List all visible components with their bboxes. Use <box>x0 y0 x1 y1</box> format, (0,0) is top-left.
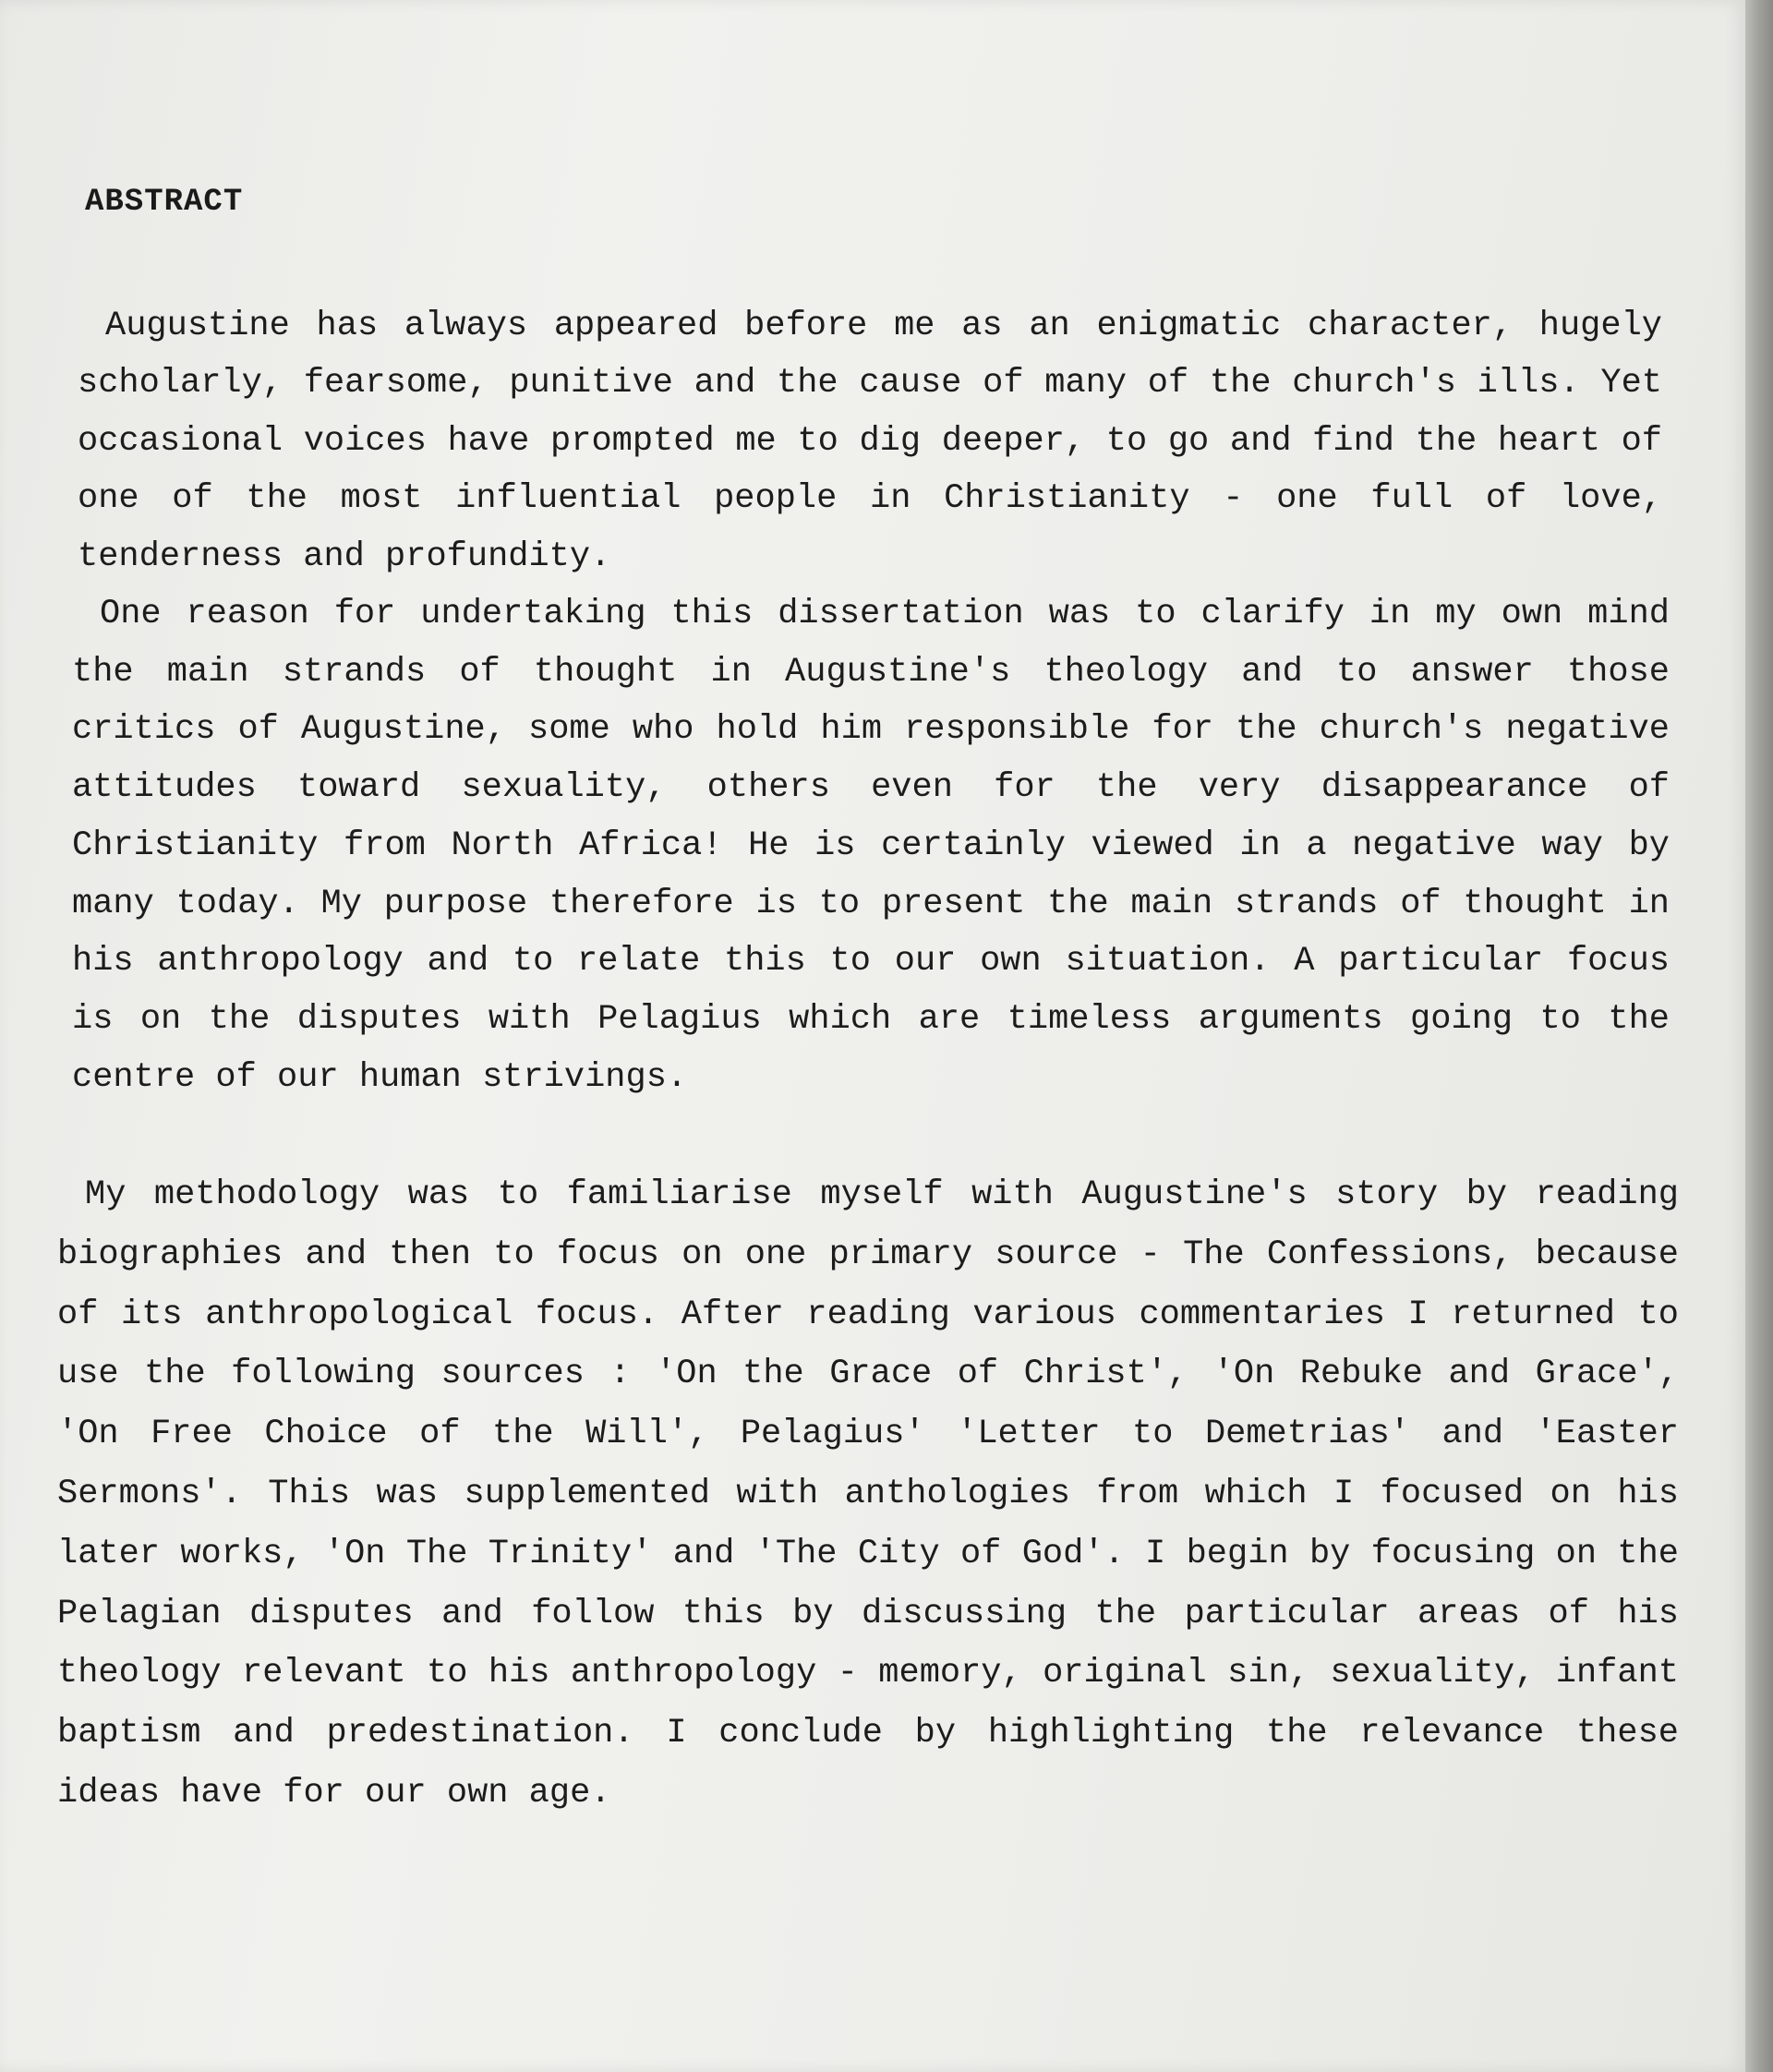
abstract-paragraph-1: Augustine has always appeared before me as an enigmatic character, hugely scholarly, fearsome, punitive and the cause of many of the church's ills. Yet occasional voices have prompted me to dig deeper, to go and find the heart of one of the most influential people in Christianity - one full of love, tenderness and profundity. <box>78 307 1662 576</box>
abstract-heading: ABSTRACT <box>85 185 244 220</box>
page-edge <box>1745 0 1773 2072</box>
abstract-paragraph-3: My methodology was to familiarise myself with Augustine's story by reading biographies and then to focus on one primary source - The Confessions, because of its anthropological focus. After reading various commentaries I returned to use the following sources : 'On the Grace of Christ', 'On Rebuke and Grace', 'On Free Choice of the Will', Pelagius' 'Letter to Demetrias' and 'Easter Sermons'. This was supplemented with anthologies from which I focused on his later works, 'On The Trinity' and 'The City of God'. I begin by focusing on the Pelagian disputes and follow this by discussing the particular areas of his theology relevant to his anthropology - memory, original sin, sexuality, infant baptism and predestination. I conclude by highlighting the relevance these ideas have for our own age. <box>57 1175 1679 1813</box>
abstract-paragraph-2: One reason for undertaking this dissertation was to clarify in my own mind the main strands of thought in Augustine's theology and to answer those critics of Augustine, some who hold him responsible for the church's negative attitudes toward sexuality, others even for the very disappearance of Christianity from North Africa! He is certainly viewed in a negative way by many today. My purpose therefore is to present the main strands of thought in his anthropology and to relate this to our own situation. A particular focus is on the disputes with Pelagius which are timeless arguments going to the centre of our human strivings. <box>72 595 1670 1097</box>
